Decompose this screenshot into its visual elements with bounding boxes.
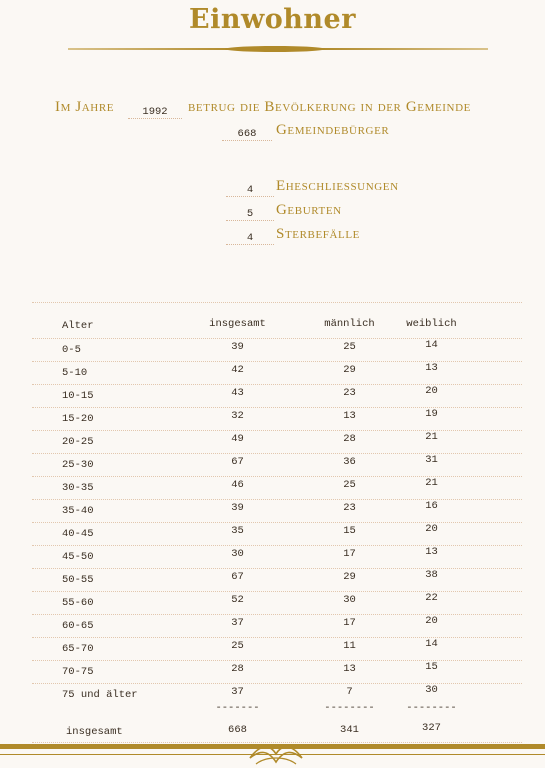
header-total: insgesamt xyxy=(209,318,266,330)
male-cell: 17 xyxy=(343,617,356,629)
female-cell: 15 xyxy=(425,661,438,673)
age-cell: 50-55 xyxy=(62,574,94,586)
separator-female: -------- xyxy=(406,702,457,714)
sum-label: insgesamt xyxy=(66,726,123,738)
age-cell: 40-45 xyxy=(62,528,94,540)
age-cell: 35-40 xyxy=(62,505,94,517)
male-cell: 13 xyxy=(343,410,356,422)
male-cell: 23 xyxy=(343,387,356,399)
male-cell: 30 xyxy=(343,594,356,606)
age-cell: 60-65 xyxy=(62,620,94,632)
intro-betrug: betrug die Bevölkerung in der Gemeinde xyxy=(188,99,471,115)
intro-gemeindebuerger: Gemeindebürger xyxy=(276,122,390,138)
table-row xyxy=(32,338,522,361)
table-row xyxy=(32,591,522,614)
age-cell: 0-5 xyxy=(62,344,81,356)
page-title: Einwohner xyxy=(189,4,356,35)
age-cell: 45-50 xyxy=(62,551,94,563)
age-cell: 65-70 xyxy=(62,643,94,655)
age-cell: 15-20 xyxy=(62,413,94,425)
total-cell: 67 xyxy=(231,571,244,583)
table-row xyxy=(32,637,522,660)
female-cell: 21 xyxy=(425,431,438,443)
intro-year: 1992 xyxy=(128,106,182,119)
table-row xyxy=(32,499,522,522)
table-top-rule xyxy=(32,302,522,303)
table-body xyxy=(32,338,522,706)
ornament-icon xyxy=(246,740,306,768)
female-cell: 21 xyxy=(425,477,438,489)
female-cell: 13 xyxy=(425,546,438,558)
event-label: Geburten xyxy=(276,202,342,218)
table-row xyxy=(32,568,522,591)
male-cell: 28 xyxy=(343,433,356,445)
age-table xyxy=(32,316,522,743)
total-cell: 28 xyxy=(231,663,244,675)
table-row xyxy=(32,361,522,384)
female-cell: 13 xyxy=(425,362,438,374)
intro-population: 668 xyxy=(222,128,272,141)
total-cell: 39 xyxy=(231,502,244,514)
male-cell: 25 xyxy=(343,341,356,353)
female-cell: 20 xyxy=(425,385,438,397)
sum-total: 668 xyxy=(228,724,247,736)
total-cell: 35 xyxy=(231,525,244,537)
total-cell: 43 xyxy=(231,387,244,399)
sum-female: 327 xyxy=(422,722,441,734)
female-cell: 20 xyxy=(425,615,438,627)
table-row xyxy=(32,476,522,499)
total-cell: 32 xyxy=(231,410,244,422)
event-count: 4 xyxy=(226,232,274,245)
male-cell: 25 xyxy=(343,479,356,491)
separator-male: -------- xyxy=(324,702,375,714)
sum-separator-row xyxy=(32,702,522,720)
total-cell: 37 xyxy=(231,686,244,698)
event-label: Eheschliessungen xyxy=(276,178,399,194)
total-cell: 39 xyxy=(231,341,244,353)
total-cell: 67 xyxy=(231,456,244,468)
header-male: männlich xyxy=(324,318,375,330)
age-cell: 10-15 xyxy=(62,390,94,402)
table-row xyxy=(32,660,522,683)
male-cell: 13 xyxy=(343,663,356,675)
total-cell: 37 xyxy=(231,617,244,629)
table-row xyxy=(32,522,522,545)
female-cell: 14 xyxy=(425,638,438,650)
male-cell: 17 xyxy=(343,548,356,560)
table-header-row xyxy=(32,316,522,338)
event-births xyxy=(226,202,466,226)
female-cell: 14 xyxy=(425,339,438,351)
table-row xyxy=(32,453,522,476)
table-row xyxy=(32,384,522,407)
age-cell: 20-25 xyxy=(62,436,94,448)
total-cell: 30 xyxy=(231,548,244,560)
age-cell: 25-30 xyxy=(62,459,94,471)
separator-total: ------- xyxy=(215,702,260,714)
header-age: Alter xyxy=(62,320,94,332)
sum-male: 341 xyxy=(340,724,359,736)
age-cell: 75 und älter xyxy=(62,689,138,701)
event-label: Sterbefälle xyxy=(276,226,360,242)
events-list xyxy=(226,178,466,250)
age-cell: 30-35 xyxy=(62,482,94,494)
intro-im-jahre: Im Jahre xyxy=(55,99,115,115)
title-rule-ornament xyxy=(225,46,325,52)
male-cell: 11 xyxy=(343,640,356,652)
table-row xyxy=(32,545,522,568)
age-cell: 70-75 xyxy=(62,666,94,678)
female-cell: 22 xyxy=(425,592,438,604)
male-cell: 29 xyxy=(343,364,356,376)
total-cell: 52 xyxy=(231,594,244,606)
female-cell: 16 xyxy=(425,500,438,512)
female-cell: 19 xyxy=(425,408,438,420)
total-cell: 46 xyxy=(231,479,244,491)
male-cell: 15 xyxy=(343,525,356,537)
event-marriages xyxy=(226,178,466,202)
male-cell: 36 xyxy=(343,456,356,468)
table-row xyxy=(32,614,522,637)
age-cell: 55-60 xyxy=(62,597,94,609)
event-count: 5 xyxy=(226,208,274,221)
total-cell: 49 xyxy=(231,433,244,445)
table-row xyxy=(32,430,522,453)
event-count: 4 xyxy=(226,184,274,197)
female-cell: 20 xyxy=(425,523,438,535)
event-deaths xyxy=(226,226,466,250)
table-row xyxy=(32,407,522,430)
male-cell: 23 xyxy=(343,502,356,514)
total-cell: 25 xyxy=(231,640,244,652)
male-cell: 29 xyxy=(343,571,356,583)
female-cell: 30 xyxy=(425,684,438,696)
total-cell: 42 xyxy=(231,364,244,376)
female-cell: 38 xyxy=(425,569,438,581)
age-cell: 5-10 xyxy=(62,367,88,379)
male-cell: 7 xyxy=(346,686,353,698)
female-cell: 31 xyxy=(425,454,438,466)
header-female: weiblich xyxy=(406,318,457,330)
